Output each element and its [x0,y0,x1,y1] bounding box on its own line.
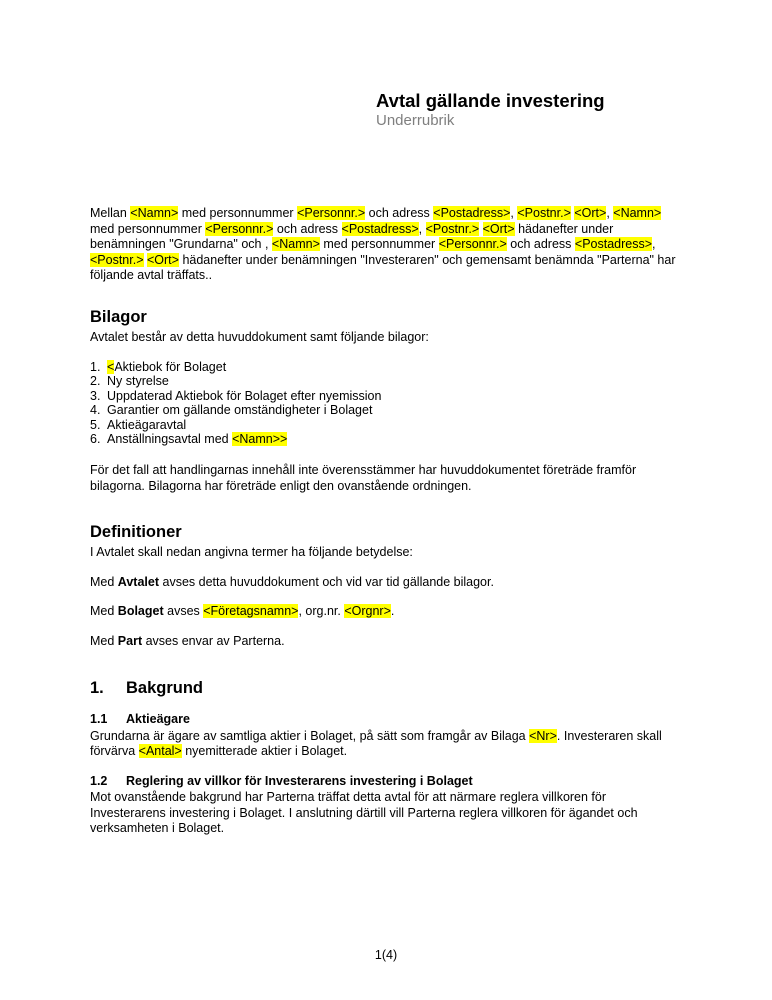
placeholder-nr: <Nr> [529,728,557,743]
section-heading [90,678,680,698]
section-title: Bakgrund [126,679,204,697]
definition-text: avses envar av Parterna. [142,633,285,648]
intro-text-segment: , [418,221,426,236]
subsection-title: Reglering av villkor för Investerarens investering i Bolaget [126,773,473,788]
intro-text-segment: , [606,206,614,220]
placeholder-ort: <Ort> [482,221,515,236]
definition-text: Med [90,574,118,589]
subsection-text [90,729,680,760]
intro-text-segment: , [652,237,656,251]
document-subtitle: Underrubrik [376,112,455,129]
placeholder-ort: <Ort> [147,252,179,267]
placeholder-foretagsnamn: <Företagsnamn> [203,604,299,618]
list-item-number: 5. [90,417,101,432]
intro-text-segment: och adress [365,206,434,220]
intro-text-segment: hädanefter under benämningen "Investeraren" och gemensamt benämnda "Parterna" har följande avtal träffats.. [90,252,676,282]
body-text: . Investeraren skall förvärva [90,728,662,758]
list-item-number: 3. [90,388,101,403]
section-definitioner [90,522,680,649]
intro-text-segment: och adress [273,221,342,236]
list-item [90,418,680,433]
placeholder-postadress: <Postadress> [574,237,653,251]
body-text: nyemitterade aktier i Bolaget. [181,744,348,758]
definition-text: Med [90,633,118,648]
definitioner-heading: Definitioner [90,523,182,541]
intro-text-segment: med personnummer [178,206,298,220]
list-item [90,432,680,447]
placeholder-namn: <Namn> [130,206,179,220]
intro-text-segment: , [510,206,518,220]
list-item [90,389,680,404]
page-number: 1(4) [374,948,398,962]
section-number: 1. [90,679,104,697]
placeholder-namn: <Namn>> [232,432,288,447]
definition-text: avses [163,604,204,618]
placeholder-antal: <Antal> [138,744,182,758]
placeholder-postadress: <Postadress> [341,221,419,236]
subsection-number: 1.2 [90,773,108,788]
bilagor-heading: Bilagor [90,308,147,326]
definition-text: . [390,604,395,618]
intro-text [90,206,680,284]
intro-paragraph [90,206,680,284]
definitioner-lead: I Avtalet skall nedan angivna termer ha följande betydelse: [90,545,413,559]
placeholder-personnr: <Personnr.> [297,206,366,220]
definition-part [90,634,680,650]
subsection-heading [90,712,680,728]
list-item-text: Ny styrelse [107,374,169,389]
subsection-number: 1.1 [90,712,108,726]
bilagor-list [90,360,680,448]
title-block [376,90,605,130]
placeholder-personnr: <Personnr.> [205,221,274,236]
document-title: Avtal gällande investering [376,90,605,111]
definition-term: Part [117,633,143,648]
list-item-number: 4. [90,403,101,418]
definition-term: Avtalet [117,574,160,589]
placeholder-postnr: <Postnr.> [517,206,571,220]
section-bilagor [90,307,680,494]
intro-text-segment: och adress [506,237,575,251]
list-item [90,403,680,418]
placeholder-orgnr: <Orgnr> [344,604,391,618]
placeholder-namn: <Namn> [271,237,320,251]
section-bakgrund [90,678,680,837]
bilagor-lead: Avtalet består av detta huvuddokument samt följande bilagor: [90,330,429,344]
list-item-text: Anställningsavtal med [107,432,233,447]
intro-text-segment: med personnummer [90,221,206,236]
list-item-number: 1. [90,359,101,374]
placeholder-namn: <Namn> [613,206,662,220]
placeholder-personnr: <Personnr.> [438,237,507,251]
list-item-text: Garantier om gällande omständigheter i Bolaget [107,403,373,418]
body-text: Grundarna är ägare av samtliga aktier i Bolaget, på sätt som framgår av Bilaga [90,728,530,743]
placeholder-postnr: <Postnr.> [90,252,144,267]
subsection-title: Aktieägare [126,712,190,726]
definition-text: avses detta huvuddokument och vid var tid gällande bilagor. [159,574,494,589]
definition-text: Med [90,604,118,618]
definition-text: , org.nr. [298,604,345,618]
placeholder-postnr: <Postnr.> [425,221,480,236]
definition-bolaget [90,604,680,620]
list-item [90,374,680,389]
list-item-text: Uppdaterad Aktiebok för Bolaget efter nyemission [107,388,382,403]
definition-avtalet [90,575,680,591]
bilagor-after-text: För det fall att handlingarnas innehåll inte överensstämmer har huvuddokumentet företräde framför bilagorna. Bilagorna har företräde enligt den ovanstående ordningen. [90,463,637,493]
intro-text-segment: Mellan [90,206,131,220]
definition-term: Bolaget [117,604,164,618]
list-item-text: Aktiebok för Bolaget [114,359,227,374]
subsection-text: Mot ovanstående bakgrund har Parterna träffat detta avtal för att närmare reglera villkoren för Investerarens investering i Bolaget. I anslutning därtill vill Parterna reglera villkoren för ägandet och verksamheten i Bolaget. [90,790,638,835]
intro-text-segment: hädanefter under benämningen "Grundarna" och , [90,221,614,251]
list-item-number: 6. [90,432,101,447]
placeholder-postadress: <Postadress> [433,206,511,220]
list-item-text: Aktieägaravtal [107,417,187,432]
placeholder-ort: <Ort> [574,206,607,220]
subsection-heading [90,774,680,790]
list-item [90,360,680,375]
intro-text-segment: med personnummer [319,237,439,251]
placeholder-marker: < [107,359,115,374]
list-item-number: 2. [90,374,101,389]
